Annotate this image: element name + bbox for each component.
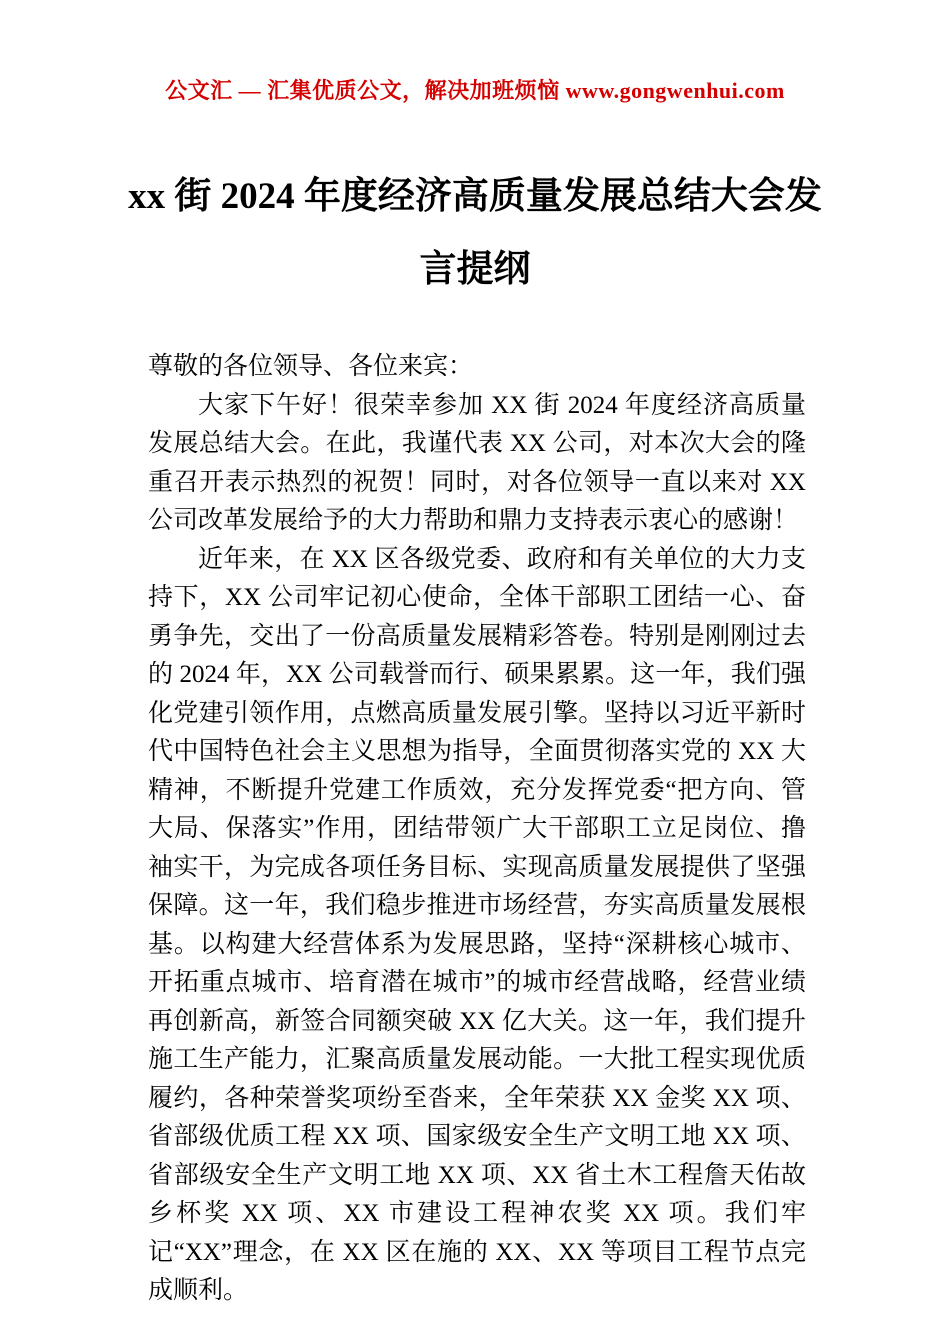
- document-title: xx 街 2024 年度经济高质量发展总结大会发言提纲: [128, 176, 822, 290]
- salutation-line: 尊敬的各位领导、各位来宾：: [148, 353, 474, 380]
- paragraph-main: 近年来，在 XX 区各级党委、政府和有关单位的大力支持下，XX 公司牢记初心使命，全体干部职工团结一心、奋勇争先，交出了一份高质量发展精彩答卷。特别是刚刚过去的 2024 年，XX 公司载誉而行、硕果累累。这一年，我们强化党建引领作用，点燃高质量发展引擎。坚持以习近平新时代中国特色社会主义思想为指导，全面贯彻落实党的 XX 大精神，不断提升党建工作质效，充分发挥党委“把方向、管大局、保落实”作用，团结带领广大干部职工立足岗位、撸袖实干，为完成各项任务目标、实现高质量发展提供了坚强保障。这一年，我们稳步推进市场经营，夯实高质量发展根基。以构建大经营体系为发展思路，坚持“深耕核心城市、开拓重点城市、培育潜在城市”的城市经营战略，经营业绩再创新高，新签合同额突破 XX 亿大关。这一年，我们提升施工生产能力，汇聚高质量发展动能。一大批工程实现优质履约，各种荣誉奖项纷至沓来，全年荣获 XX 金奖 XX 项、省部级优质工程 XX 项、国家级安全生产文明工地 XX 项、省部级安全生产文明工地 XX 项、XX 省土木工程詹天佑故乡杯奖 XX 项、XX 市建设工程神农奖 XX 项。我们牢记“XX”理念，在 XX 区在施的 XX、XX 等项目工程节点完成顺利。: [148, 545, 806, 1304]
- watermark-header: 公文汇 — 汇集优质公文，解决加班烦恼 www.gongwenhui.com: [165, 78, 785, 103]
- paragraph-greeting: 大家下午好！很荣幸参加 XX 街 2024 年度经济高质量发展总结大会。在此，我谨代表 XX 公司，对本次大会的隆重召开表示热烈的祝贺！同时，对各位领导一直以来对 XX 公司改革发展给予的大力帮助和鼎力支持表示衷心的感谢！: [148, 391, 806, 534]
- document-body: [0, 348, 950, 1311]
